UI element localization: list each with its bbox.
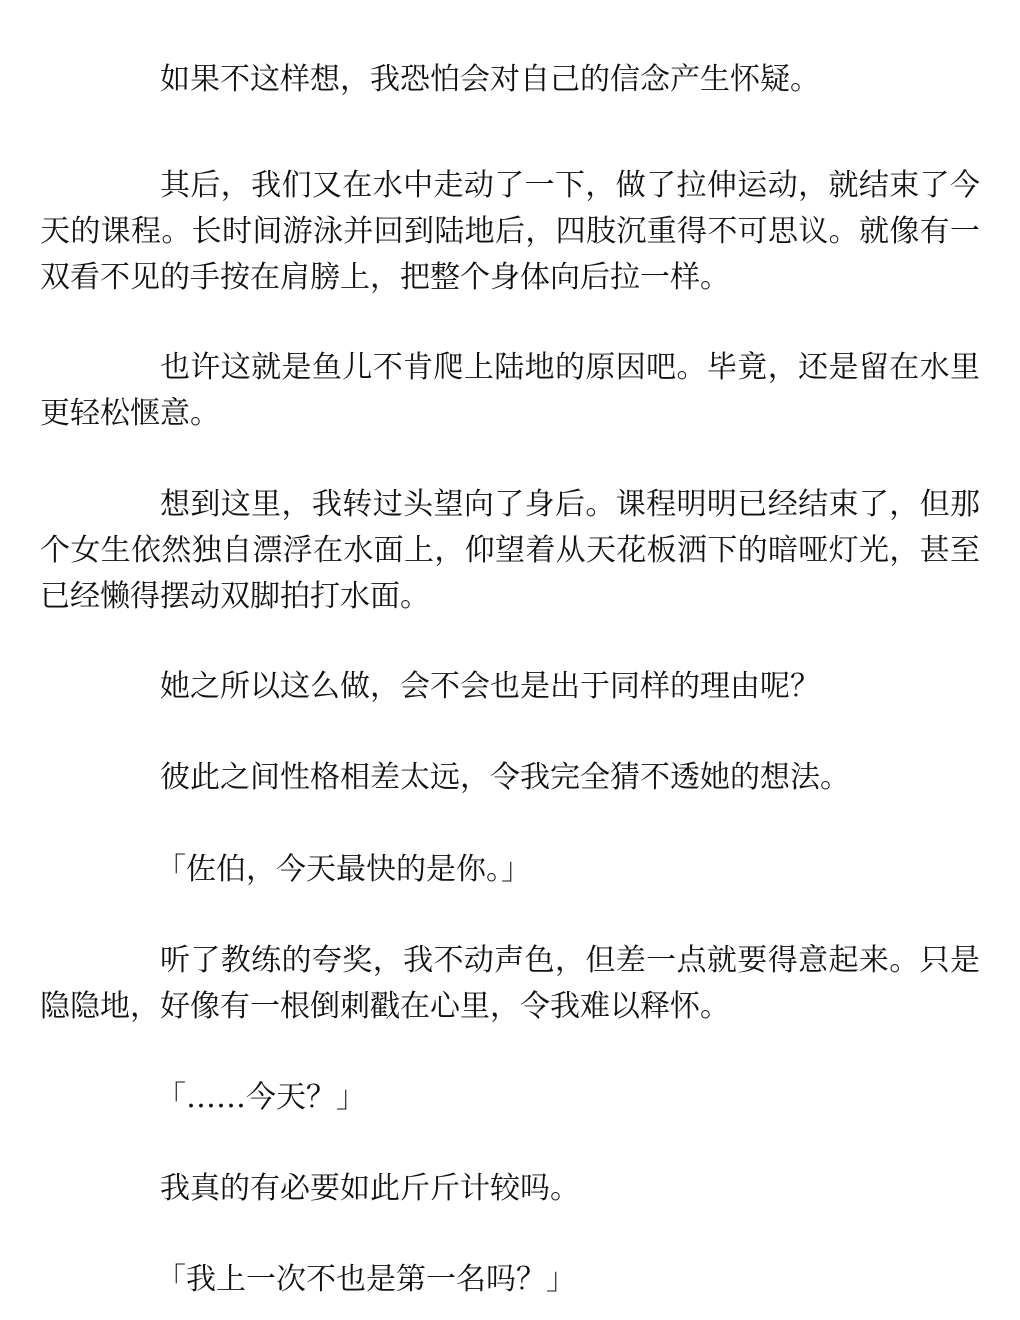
paragraph: 想到这里，我转过头望向了身后。课程明明已经结束了，但那个女生依然独自漂浮在水面上，仰望着从天花板洒下的暗哑灯光，甚至已经懒得摆动双脚拍打水面。 bbox=[40, 487, 980, 614]
paragraph: 我真的有必要如此斤斤计较吗。 bbox=[160, 1171, 580, 1206]
paragraph: 如果不这样想，我恐怕会对自己的信念产生怀疑。 bbox=[160, 62, 820, 97]
paragraph: 她之所以这么做，会不会也是出于同样的理由呢？ bbox=[160, 669, 820, 704]
paragraph: 听了教练的夸奖，我不动声色，但差一点就要得意起来。只是隐隐地，好像有一根倒刺戳在心里，令我难以释怀。 bbox=[40, 943, 980, 1024]
paragraph: 彼此之间性格相差太远，令我完全猜不透她的想法。 bbox=[160, 760, 850, 795]
paragraph: 也许这就是鱼儿不肯爬上陆地的原因吧。毕竟，还是留在水里更轻松惬意。 bbox=[40, 350, 980, 431]
dialogue-paragraph: 「我上一次不也是第一名吗？」 bbox=[156, 1262, 576, 1297]
dialogue-paragraph: 「……今天？」 bbox=[156, 1080, 366, 1115]
paragraph: 其后，我们又在水中走动了一下，做了拉伸运动，就结束了今天的课程。长时间游泳并回到陆地后，四肢沉重得不可思议。就像有一双看不见的手按在肩膀上，把整个身体向后拉一样。 bbox=[40, 168, 980, 295]
dialogue-paragraph: 「佐伯，今天最快的是你。」 bbox=[156, 852, 531, 887]
